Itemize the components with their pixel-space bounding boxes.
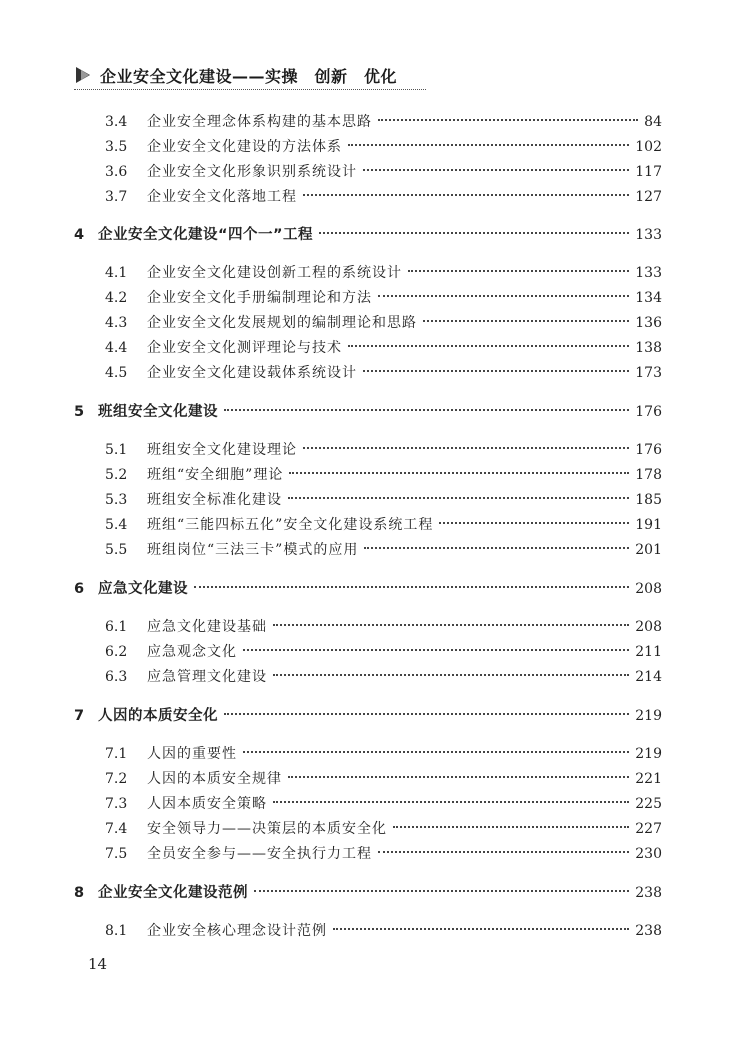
entry-page-number: 219 — [635, 746, 662, 762]
toc-chapter-entry[interactable] — [74, 223, 662, 247]
entry-number: 5.4 — [105, 517, 128, 533]
toc-section-entry[interactable] — [105, 110, 662, 134]
entry-number: 7 — [74, 708, 85, 724]
toc-section-entry[interactable] — [105, 286, 662, 310]
entry-number: 6 — [74, 581, 85, 597]
dot-leader — [224, 409, 629, 411]
entry-page-number: 208 — [635, 619, 662, 635]
toc-section-entry[interactable] — [105, 919, 662, 943]
dot-leader — [243, 649, 629, 651]
entry-title: 班组岗位“三法三卡”模式的应用 — [147, 542, 359, 558]
toc-chapter-entry[interactable] — [74, 704, 662, 728]
toc-chapter-entry[interactable] — [74, 400, 662, 424]
entry-page-number: 238 — [635, 885, 662, 901]
dot-leader — [378, 295, 629, 297]
dot-leader — [363, 370, 629, 372]
entry-title: 班组“三能四标五化”安全文化建设系统工程 — [147, 517, 434, 533]
toc-section-entry[interactable] — [105, 463, 662, 487]
dot-leader — [273, 624, 629, 626]
entry-number: 4.2 — [105, 290, 128, 306]
entry-title: 应急观念文化 — [147, 644, 237, 660]
entry-title: 企业安全文化落地工程 — [147, 189, 297, 205]
entry-page-number: 138 — [635, 340, 662, 356]
entry-page-number: 176 — [635, 404, 662, 420]
entry-title: 班组“安全细胞”理论 — [147, 467, 284, 483]
entry-number: 4.5 — [105, 365, 128, 381]
entry-page-number: 127 — [635, 189, 662, 205]
dot-leader — [303, 447, 629, 449]
entry-page-number: 178 — [635, 467, 662, 483]
entry-page-number: 133 — [635, 265, 662, 281]
entry-page-number: 133 — [635, 227, 662, 243]
entry-title: 班组安全文化建设理论 — [147, 442, 297, 458]
dot-leader — [364, 547, 629, 549]
dot-leader — [289, 472, 629, 474]
entry-page-number: 84 — [644, 114, 662, 130]
toc-section-entry[interactable] — [105, 842, 662, 866]
entry-number: 5.3 — [105, 492, 128, 508]
dot-leader — [288, 497, 629, 499]
entry-title: 企业安全文化建设的方法体系 — [147, 139, 342, 155]
dot-leader — [393, 826, 629, 828]
entry-number: 8 — [74, 885, 85, 901]
toc-section-entry[interactable] — [105, 261, 662, 285]
entry-title: 人因的重要性 — [147, 746, 237, 762]
entry-number: 6.3 — [105, 669, 128, 685]
entry-number: 5.1 — [105, 442, 128, 458]
toc-section-entry[interactable] — [105, 160, 662, 184]
toc-section-entry[interactable] — [105, 311, 662, 335]
entry-number: 7.5 — [105, 846, 128, 862]
dot-leader — [378, 851, 629, 853]
dot-leader — [363, 169, 629, 171]
entry-title: 企业安全文化测评理论与技术 — [147, 340, 342, 356]
entry-page-number: 201 — [635, 542, 662, 558]
toc-section-entry[interactable] — [105, 742, 662, 766]
entry-page-number: 230 — [635, 846, 662, 862]
toc-section-entry[interactable] — [105, 438, 662, 462]
entry-number: 4.4 — [105, 340, 128, 356]
entry-title: 应急管理文化建设 — [147, 669, 267, 685]
dot-leader — [439, 522, 629, 524]
entry-page-number: 117 — [635, 164, 662, 180]
toc-section-entry[interactable] — [105, 361, 662, 385]
entry-title: 人因的本质安全规律 — [147, 771, 282, 787]
dot-leader — [243, 751, 629, 753]
toc-section-entry[interactable] — [105, 665, 662, 689]
entry-page-number: 102 — [635, 139, 662, 155]
entry-number: 6.1 — [105, 619, 128, 635]
entry-title: 安全领导力——决策层的本质安全化 — [147, 821, 387, 837]
entry-title: 全员安全参与——安全执行力工程 — [147, 846, 372, 862]
entry-page-number: 238 — [635, 923, 662, 939]
entry-number: 6.2 — [105, 644, 128, 660]
entry-number: 7.1 — [105, 746, 128, 762]
entry-title: 企业安全文化形象识别系统设计 — [147, 164, 357, 180]
dot-leader — [319, 232, 629, 234]
dot-leader — [348, 345, 629, 347]
entry-page-number: 227 — [635, 821, 662, 837]
entry-title: 企业安全文化建设范例 — [98, 885, 248, 901]
toc-section-entry[interactable] — [105, 640, 662, 664]
dot-leader — [333, 928, 629, 930]
entry-title: 人因本质安全策略 — [147, 796, 267, 812]
dot-leader — [348, 144, 629, 146]
entry-title: 企业安全文化手册编制理论和方法 — [147, 290, 372, 306]
dot-leader — [288, 776, 629, 778]
entry-title: 应急文化建设基础 — [147, 619, 267, 635]
dot-leader — [273, 674, 629, 676]
dot-leader — [303, 194, 629, 196]
entry-page-number: 176 — [635, 442, 662, 458]
toc-section-entry[interactable] — [105, 615, 662, 639]
toc-section-entry[interactable] — [105, 767, 662, 791]
entry-number: 8.1 — [105, 923, 128, 939]
entry-page-number: 134 — [635, 290, 662, 306]
toc-section-entry[interactable] — [105, 817, 662, 841]
toc-section-entry[interactable] — [105, 336, 662, 360]
toc-section-entry[interactable] — [105, 488, 662, 512]
entry-number: 4.1 — [105, 265, 128, 281]
entry-number: 5 — [74, 404, 85, 420]
toc-chapter-entry[interactable] — [74, 881, 662, 905]
dot-leader — [273, 801, 629, 803]
entry-number: 7.4 — [105, 821, 128, 837]
entry-title: 企业安全文化建设“四个一”工程 — [98, 227, 314, 243]
dot-leader — [224, 713, 629, 715]
entry-page-number: 225 — [635, 796, 662, 812]
entry-title: 应急文化建设 — [98, 581, 188, 597]
entry-number: 3.4 — [105, 114, 128, 130]
entry-number: 7.3 — [105, 796, 128, 812]
entry-page-number: 208 — [635, 581, 662, 597]
dot-leader — [423, 320, 629, 322]
entry-page-number: 173 — [635, 365, 662, 381]
entry-title: 企业安全文化发展规划的编制理论和思路 — [147, 315, 417, 331]
toc-section-entry[interactable] — [105, 135, 662, 159]
entry-title: 企业安全文化建设载体系统设计 — [147, 365, 357, 381]
entry-number: 4.3 — [105, 315, 128, 331]
entry-number: 5.2 — [105, 467, 128, 483]
entry-number: 7.2 — [105, 771, 128, 787]
entry-title: 班组安全标准化建设 — [147, 492, 282, 508]
entry-page-number: 211 — [635, 644, 662, 660]
book-title: 企业安全文化建设——实操 创新 优化 — [100, 66, 398, 86]
entry-number: 3.5 — [105, 139, 128, 155]
entry-page-number: 191 — [635, 517, 662, 533]
entry-page-number: 185 — [635, 492, 662, 508]
entry-number: 4 — [74, 227, 85, 243]
page-number: 14 — [88, 955, 108, 973]
dot-leader — [254, 890, 629, 892]
entry-page-number: 219 — [635, 708, 662, 724]
entry-title: 企业安全核心理念设计范例 — [147, 923, 327, 939]
entry-title: 企业安全文化建设创新工程的系统设计 — [147, 265, 402, 281]
entry-page-number: 136 — [635, 315, 662, 331]
entry-title: 人因的本质安全化 — [98, 708, 218, 724]
entry-page-number: 221 — [635, 771, 662, 787]
dot-leader — [378, 119, 638, 121]
entry-title: 班组安全文化建设 — [98, 404, 218, 420]
toc-section-entry[interactable] — [105, 513, 662, 537]
dot-leader — [408, 270, 629, 272]
toc-section-entry[interactable] — [105, 792, 662, 816]
toc-section-entry[interactable] — [105, 185, 662, 209]
dot-leader — [194, 586, 629, 588]
toc-section-entry[interactable] — [105, 538, 662, 562]
entry-title: 企业安全理念体系构建的基本思路 — [147, 114, 372, 130]
toc-chapter-entry[interactable] — [74, 577, 662, 601]
entry-page-number: 214 — [635, 669, 662, 685]
entry-number: 3.6 — [105, 164, 128, 180]
entry-number: 3.7 — [105, 189, 128, 205]
entry-number: 5.5 — [105, 542, 128, 558]
